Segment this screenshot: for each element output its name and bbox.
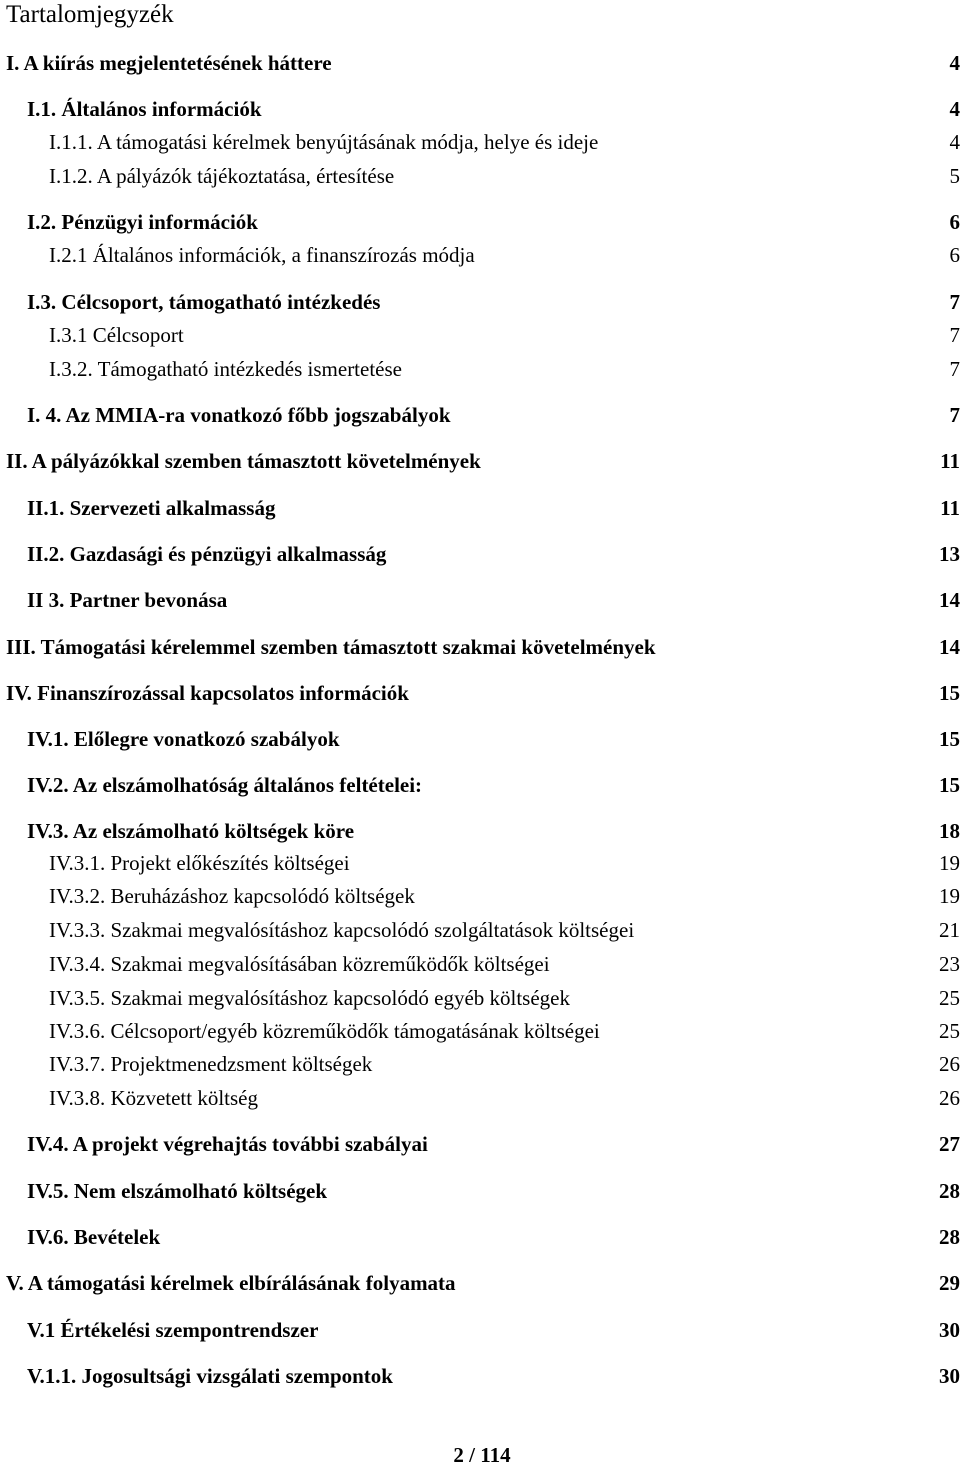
toc-entry[interactable]	[0, 632, 960, 662]
toc-entry-page-number: 28	[939, 1222, 960, 1252]
toc-entry[interactable]	[0, 1049, 960, 1079]
toc-entry[interactable]	[0, 1361, 960, 1391]
toc-entry-page-number: 26	[939, 1083, 960, 1113]
toc-entry-text[interactable]: I.1. Általános információk	[27, 94, 262, 124]
toc-entry-text[interactable]: IV.6. Bevételek	[27, 1222, 160, 1252]
toc-entry-page-number: 4	[950, 48, 960, 78]
toc-entry[interactable]	[0, 816, 960, 846]
toc-entry[interactable]	[0, 493, 960, 523]
toc-entry[interactable]	[0, 400, 960, 430]
page-indicator: 2 / 114	[453, 1443, 510, 1467]
toc-entry-text[interactable]: IV.3.1. Projekt előkészítés költségei	[49, 848, 350, 878]
toc-entry-text[interactable]: II.1. Szervezeti alkalmasság	[27, 493, 275, 523]
toc-entry[interactable]	[0, 207, 960, 237]
toc-entry-text[interactable]: IV.1. Előlegre vonatkozó szabályok	[27, 724, 340, 754]
toc-entry-text[interactable]: I. 4. Az MMIA-ra vonatkozó főbb jogszabályok	[27, 400, 451, 430]
toc-entry[interactable]	[0, 1268, 960, 1298]
toc-entry-page-number: 25	[939, 1016, 960, 1046]
toc-entry[interactable]	[0, 240, 960, 270]
toc-entry[interactable]	[0, 446, 960, 476]
toc-entry-text[interactable]: IV.3.7. Projektmenedzsment költségek	[49, 1049, 372, 1079]
toc-entry[interactable]	[0, 127, 960, 157]
toc-entry[interactable]	[0, 94, 960, 124]
toc-entry-text[interactable]: IV.3.6. Célcsoport/egyéb közreműködők támogatásának költségei	[49, 1016, 600, 1046]
toc-entry[interactable]	[0, 1176, 960, 1206]
toc-entry-text[interactable]: I.2. Pénzügyi információk	[27, 207, 258, 237]
toc-entry-text[interactable]: V.1 Értékelési szempontrendszer	[27, 1315, 318, 1345]
toc-entry-text[interactable]: IV.3.3. Szakmai megvalósításhoz kapcsolódó szolgáltatások költségei	[49, 915, 634, 945]
toc-entry[interactable]	[0, 48, 960, 78]
toc-entry[interactable]	[0, 1222, 960, 1252]
toc-title: Tartalomjegyzék	[6, 0, 174, 30]
toc-entry-text[interactable]: IV.3.4. Szakmai megvalósításában közreműködők költségei	[49, 949, 550, 979]
toc-entry[interactable]	[0, 585, 960, 615]
toc-entry-page-number: 6	[950, 240, 960, 270]
toc-entry-page-number: 7	[950, 354, 960, 384]
toc-entry[interactable]	[0, 1083, 960, 1113]
toc-entry-text[interactable]: V. A támogatási kérelmek elbírálásának folyamata	[6, 1268, 456, 1298]
toc-entry-page-number: 7	[950, 287, 960, 317]
toc-entry-page-number: 15	[939, 724, 960, 754]
toc-entry-text[interactable]: I.2.1 Általános információk, a finanszírozás módja	[49, 240, 475, 270]
toc-entry-page-number: 11	[940, 493, 960, 523]
toc-entry-page-number: 14	[939, 632, 960, 662]
toc-entry-text[interactable]: I.3.1 Célcsoport	[49, 320, 184, 350]
toc-entry-page-number: 5	[950, 161, 960, 191]
toc-entry-page-number: 14	[939, 585, 960, 615]
toc-entry-page-number: 7	[950, 400, 960, 430]
toc-entry-text[interactable]: III. Támogatási kérelemmel szemben támasztott szakmai követelmények	[6, 632, 656, 662]
toc-entry-page-number: 30	[939, 1315, 960, 1345]
toc-entry-text[interactable]: II 3. Partner bevonása	[27, 585, 227, 615]
toc-entry[interactable]	[0, 161, 960, 191]
toc-entry-page-number: 27	[939, 1129, 960, 1159]
toc-entry-text[interactable]: V.1.1. Jogosultsági vizsgálati szempontok	[27, 1361, 393, 1391]
toc-entry[interactable]	[0, 915, 960, 945]
toc-entry-text[interactable]: I.3. Célcsoport, támogatható intézkedés	[27, 287, 380, 317]
toc-entry[interactable]	[0, 770, 960, 800]
toc-entry[interactable]	[0, 354, 960, 384]
toc-entry-text[interactable]: I.1.2. A pályázók tájékoztatása, értesítése	[49, 161, 394, 191]
toc-entry-text[interactable]: I.3.2. Támogatható intézkedés ismertetése	[49, 354, 402, 384]
toc-entry-page-number: 13	[939, 539, 960, 569]
toc-entry-text[interactable]: I. A kiírás megjelentetésének háttere	[6, 48, 332, 78]
toc-entry[interactable]	[0, 678, 960, 708]
toc-entry-page-number: 15	[939, 678, 960, 708]
toc-entry[interactable]	[0, 949, 960, 979]
toc-entry-page-number: 26	[939, 1049, 960, 1079]
toc-entry[interactable]	[0, 848, 960, 878]
toc-entry[interactable]	[0, 983, 960, 1013]
toc-entry-page-number: 21	[939, 915, 960, 945]
toc-entry-text[interactable]: II.2. Gazdasági és pénzügyi alkalmasság	[27, 539, 386, 569]
toc-entry-page-number: 18	[939, 816, 960, 846]
toc-entry[interactable]	[0, 539, 960, 569]
toc-entry[interactable]	[0, 1315, 960, 1345]
toc-entry-page-number: 19	[939, 881, 960, 911]
toc-entry-page-number: 6	[950, 207, 960, 237]
toc-entry-page-number: 4	[950, 127, 960, 157]
toc-entry-page-number: 19	[939, 848, 960, 878]
toc-entry[interactable]	[0, 320, 960, 350]
toc-entry-page-number: 30	[939, 1361, 960, 1391]
toc-entry[interactable]	[0, 1129, 960, 1159]
toc-entry-text[interactable]: II. A pályázókkal szemben támasztott követelmények	[6, 446, 481, 476]
toc-entry-page-number: 29	[939, 1268, 960, 1298]
toc-entry-page-number: 7	[950, 320, 960, 350]
toc-entry-page-number: 25	[939, 983, 960, 1013]
toc-entry[interactable]	[0, 881, 960, 911]
toc-entry-page-number: 15	[939, 770, 960, 800]
toc-entry-text[interactable]: IV.5. Nem elszámolható költségek	[27, 1176, 327, 1206]
toc-entry-text[interactable]: IV. Finanszírozással kapcsolatos információk	[6, 678, 409, 708]
toc-entry-text[interactable]: IV.4. A projekt végrehajtás további szabályai	[27, 1129, 428, 1159]
toc-entry-text[interactable]: IV.3. Az elszámolható költségek köre	[27, 816, 354, 846]
toc-entry-page-number: 4	[950, 94, 960, 124]
toc-entry-page-number: 28	[939, 1176, 960, 1206]
toc-entry-text[interactable]: IV.3.2. Beruházáshoz kapcsolódó költségek	[49, 881, 415, 911]
toc-entry-text[interactable]: IV.2. Az elszámolhatóság általános feltételei:	[27, 770, 422, 800]
toc-entry-text[interactable]: IV.3.8. Közvetett költség	[49, 1083, 258, 1113]
toc-entry[interactable]	[0, 1016, 960, 1046]
toc-entry-text[interactable]: I.1.1. A támogatási kérelmek benyújtásának módja, helye és ideje	[49, 127, 598, 157]
toc-entry-text[interactable]: IV.3.5. Szakmai megvalósításhoz kapcsolódó egyéb költségek	[49, 983, 570, 1013]
toc-entry-page-number: 23	[939, 949, 960, 979]
toc-entry[interactable]	[0, 724, 960, 754]
toc-entry[interactable]	[0, 287, 960, 317]
toc-entry-page-number: 11	[940, 446, 960, 476]
